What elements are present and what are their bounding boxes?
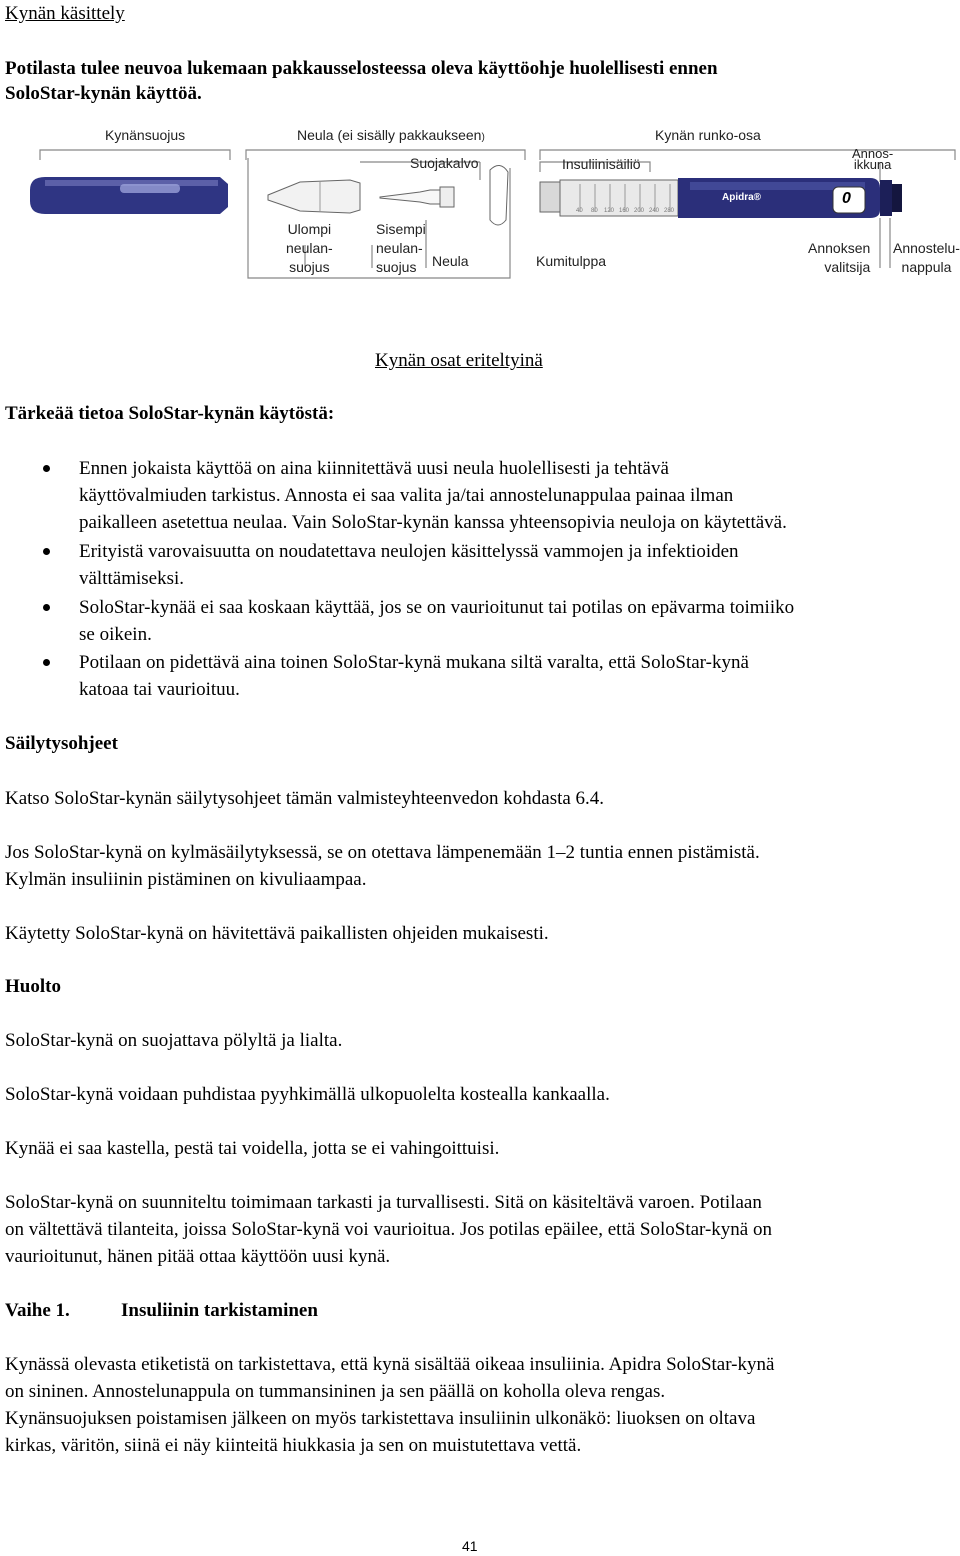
storage-p3: Käytetty SoloStar-kynä on hävitettävä paikallisten ohjeiden mukaisesti. — [5, 923, 549, 944]
scale-tick-2: 80 — [591, 208, 598, 214]
label-needle: Neula — [432, 253, 469, 269]
scale-tick-1: 40 — [576, 208, 583, 214]
label-dose-selector: Annoksen valitsija — [808, 240, 871, 275]
bullet-2-line-1: Erityistä varovaisuutta on noudatettava neulojen käsittelyssä vammojen ja infektioiden — [79, 541, 739, 562]
pen-brand-label: Apidra® — [722, 192, 762, 203]
storage-p2-line-2: Kylmän insuliinin pistäminen on kivuliaampaa. — [5, 869, 367, 890]
step-line-1: Kynässä olevasta etiketistä on tarkistettava, että kynä sisältää oikeaa insuliinia. Apidra SoloStar-kynä — [5, 1354, 775, 1375]
scale-tick-5: 200 — [634, 208, 645, 214]
bullet-dot — [43, 659, 50, 666]
bullet-4-line-1: Potilaan on pidettävä aina toinen SoloStar-kynä mukana siltä varalta, että SoloStar-kynä — [79, 652, 749, 673]
bullet-1-line-1: Ennen jokaista käyttöä on aina kiinnitettävä uusi neula huolellisesti ja tehtävä — [79, 458, 669, 479]
step-line-4: kirkas, väritön, siinä ei näy kiinteitä hiukkasia ja sen on muistutettava vettä. — [5, 1435, 582, 1456]
label-reservoir: Insuliinisäiliö — [562, 156, 641, 172]
outer-needle-cap-shape — [268, 180, 360, 213]
cap-shape — [30, 177, 228, 214]
maintenance-heading: Huolto — [5, 976, 61, 997]
maintenance-p4-line-2: on vältettävä tilanteita, joissa SoloStar-kynä voi vaurioitua. Jos potilas epäilee, että SoloStar-kynä on — [5, 1219, 772, 1240]
storage-p2-line-1: Jos SoloStar-kynä on kylmäsäilytyksessä, se on otettava lämpenemään 1–2 tuntia ennen pistämistä. — [5, 842, 760, 863]
bullet-3-line-1: SoloStar-kynää ei saa koskaan käyttää, jos se on vaurioitunut tai potilas on epävarma toimiiko — [79, 597, 795, 618]
step-line-3: Kynänsuojuksen poistamisen jälkeen on myös tarkistettava insuliinin ulkonäkö: liuoksen on oltava — [5, 1408, 756, 1429]
step-title: Insuliinin tarkistaminen — [121, 1300, 318, 1321]
label-inner-cap: Sisempi neulan- suojus — [376, 221, 426, 275]
protective-seal-shape — [490, 165, 508, 225]
diagram-caption: Kynän osat eriteltyinä — [375, 350, 543, 371]
step-number: Vaihe 1. — [5, 1300, 70, 1321]
label-cap: Kynänsuojus — [105, 127, 186, 143]
label-outer-cap: Ulompi neulan- suojus — [286, 221, 333, 275]
label-pen-body: Kynän runko-osa — [655, 127, 761, 143]
label-injection-button: Annostelu- nappula — [893, 240, 960, 275]
bullet-4-line-2: katoaa tai vaurioituu. — [79, 679, 240, 700]
bullet-1-line-2: käyttövalmiuden tarkistus. Annosta ei saa valita ja/tai annostelunappulaa painaa ilman — [79, 485, 734, 506]
maintenance-p2: SoloStar-kynä voidaan puhdistaa pyyhkimällä ulkopuolelta kostealla kankaalla. — [5, 1084, 610, 1105]
maintenance-p4-line-3: vaurioitunut, hänen pitää ottaa käyttöön uusi kynä. — [5, 1246, 391, 1267]
inner-needle-cap-shape — [380, 187, 454, 207]
storage-p1: Katso SoloStar-kynän säilytysohjeet tämän valmisteyhteenvedon kohdasta 6.4. — [5, 788, 605, 809]
label-dose-window: Annos- ikkuna — [852, 146, 894, 172]
scale-tick-4: 160 — [619, 208, 630, 214]
needle-bracket — [246, 150, 525, 160]
maintenance-p1: SoloStar-kynä on suojattava pölyltä ja lialta. — [5, 1030, 343, 1051]
maintenance-p3: Kynää ei saa kastella, pestä tai voidella, jotta se ei vahingoittuisi. — [5, 1138, 500, 1159]
bullet-dot — [43, 604, 50, 611]
label-seal: Suojakalvo — [410, 155, 479, 171]
cap-bracket — [40, 150, 230, 160]
bullet-dot — [43, 548, 50, 555]
pen-parts-diagram — [0, 120, 960, 285]
label-rubber-seal: Kumitulppa — [536, 253, 607, 269]
label-needle-group: Neula (ei sisälly pakkaukseen) — [297, 127, 485, 143]
page-number: 41 — [462, 1538, 478, 1554]
maintenance-p4-line-1: SoloStar-kynä on suunniteltu toimimaan tarkasti ja turvallisesti. Sitä on käsiteltävä varoen. Potilaan — [5, 1192, 762, 1213]
bullet-3-line-2: se oikein. — [79, 624, 152, 645]
bullet-dot — [43, 465, 50, 472]
scale-tick-6: 240 — [649, 208, 660, 214]
bullet-1-line-3: paikalleen asetettua neulaa. Vain SoloStar-kynän kanssa yhteensopivia neuloja on käytettävä. — [79, 512, 787, 533]
advice-line-1: Potilasta tulee neuvoa lukemaan pakkausselosteessa oleva käyttöohje huolellisesti ennen — [5, 58, 718, 79]
advice-line-2: SoloStar-kynän käyttöä. — [5, 83, 202, 104]
important-heading: Tärkeää tietoa SoloStar-kynän käytöstä: — [5, 403, 335, 424]
scale-tick-7: 280 — [664, 208, 675, 214]
step-line-2: on sininen. Annostelunappula on tummansininen ja sen päällä on koholla oleva rengas. — [5, 1381, 666, 1402]
bullet-2-line-2: välttämiseksi. — [79, 568, 185, 589]
dose-value: 0 — [842, 190, 851, 207]
section-title: Kynän käsittely — [5, 3, 125, 24]
scale-tick-3: 120 — [604, 208, 615, 214]
storage-heading: Säilytysohjeet — [5, 733, 118, 754]
